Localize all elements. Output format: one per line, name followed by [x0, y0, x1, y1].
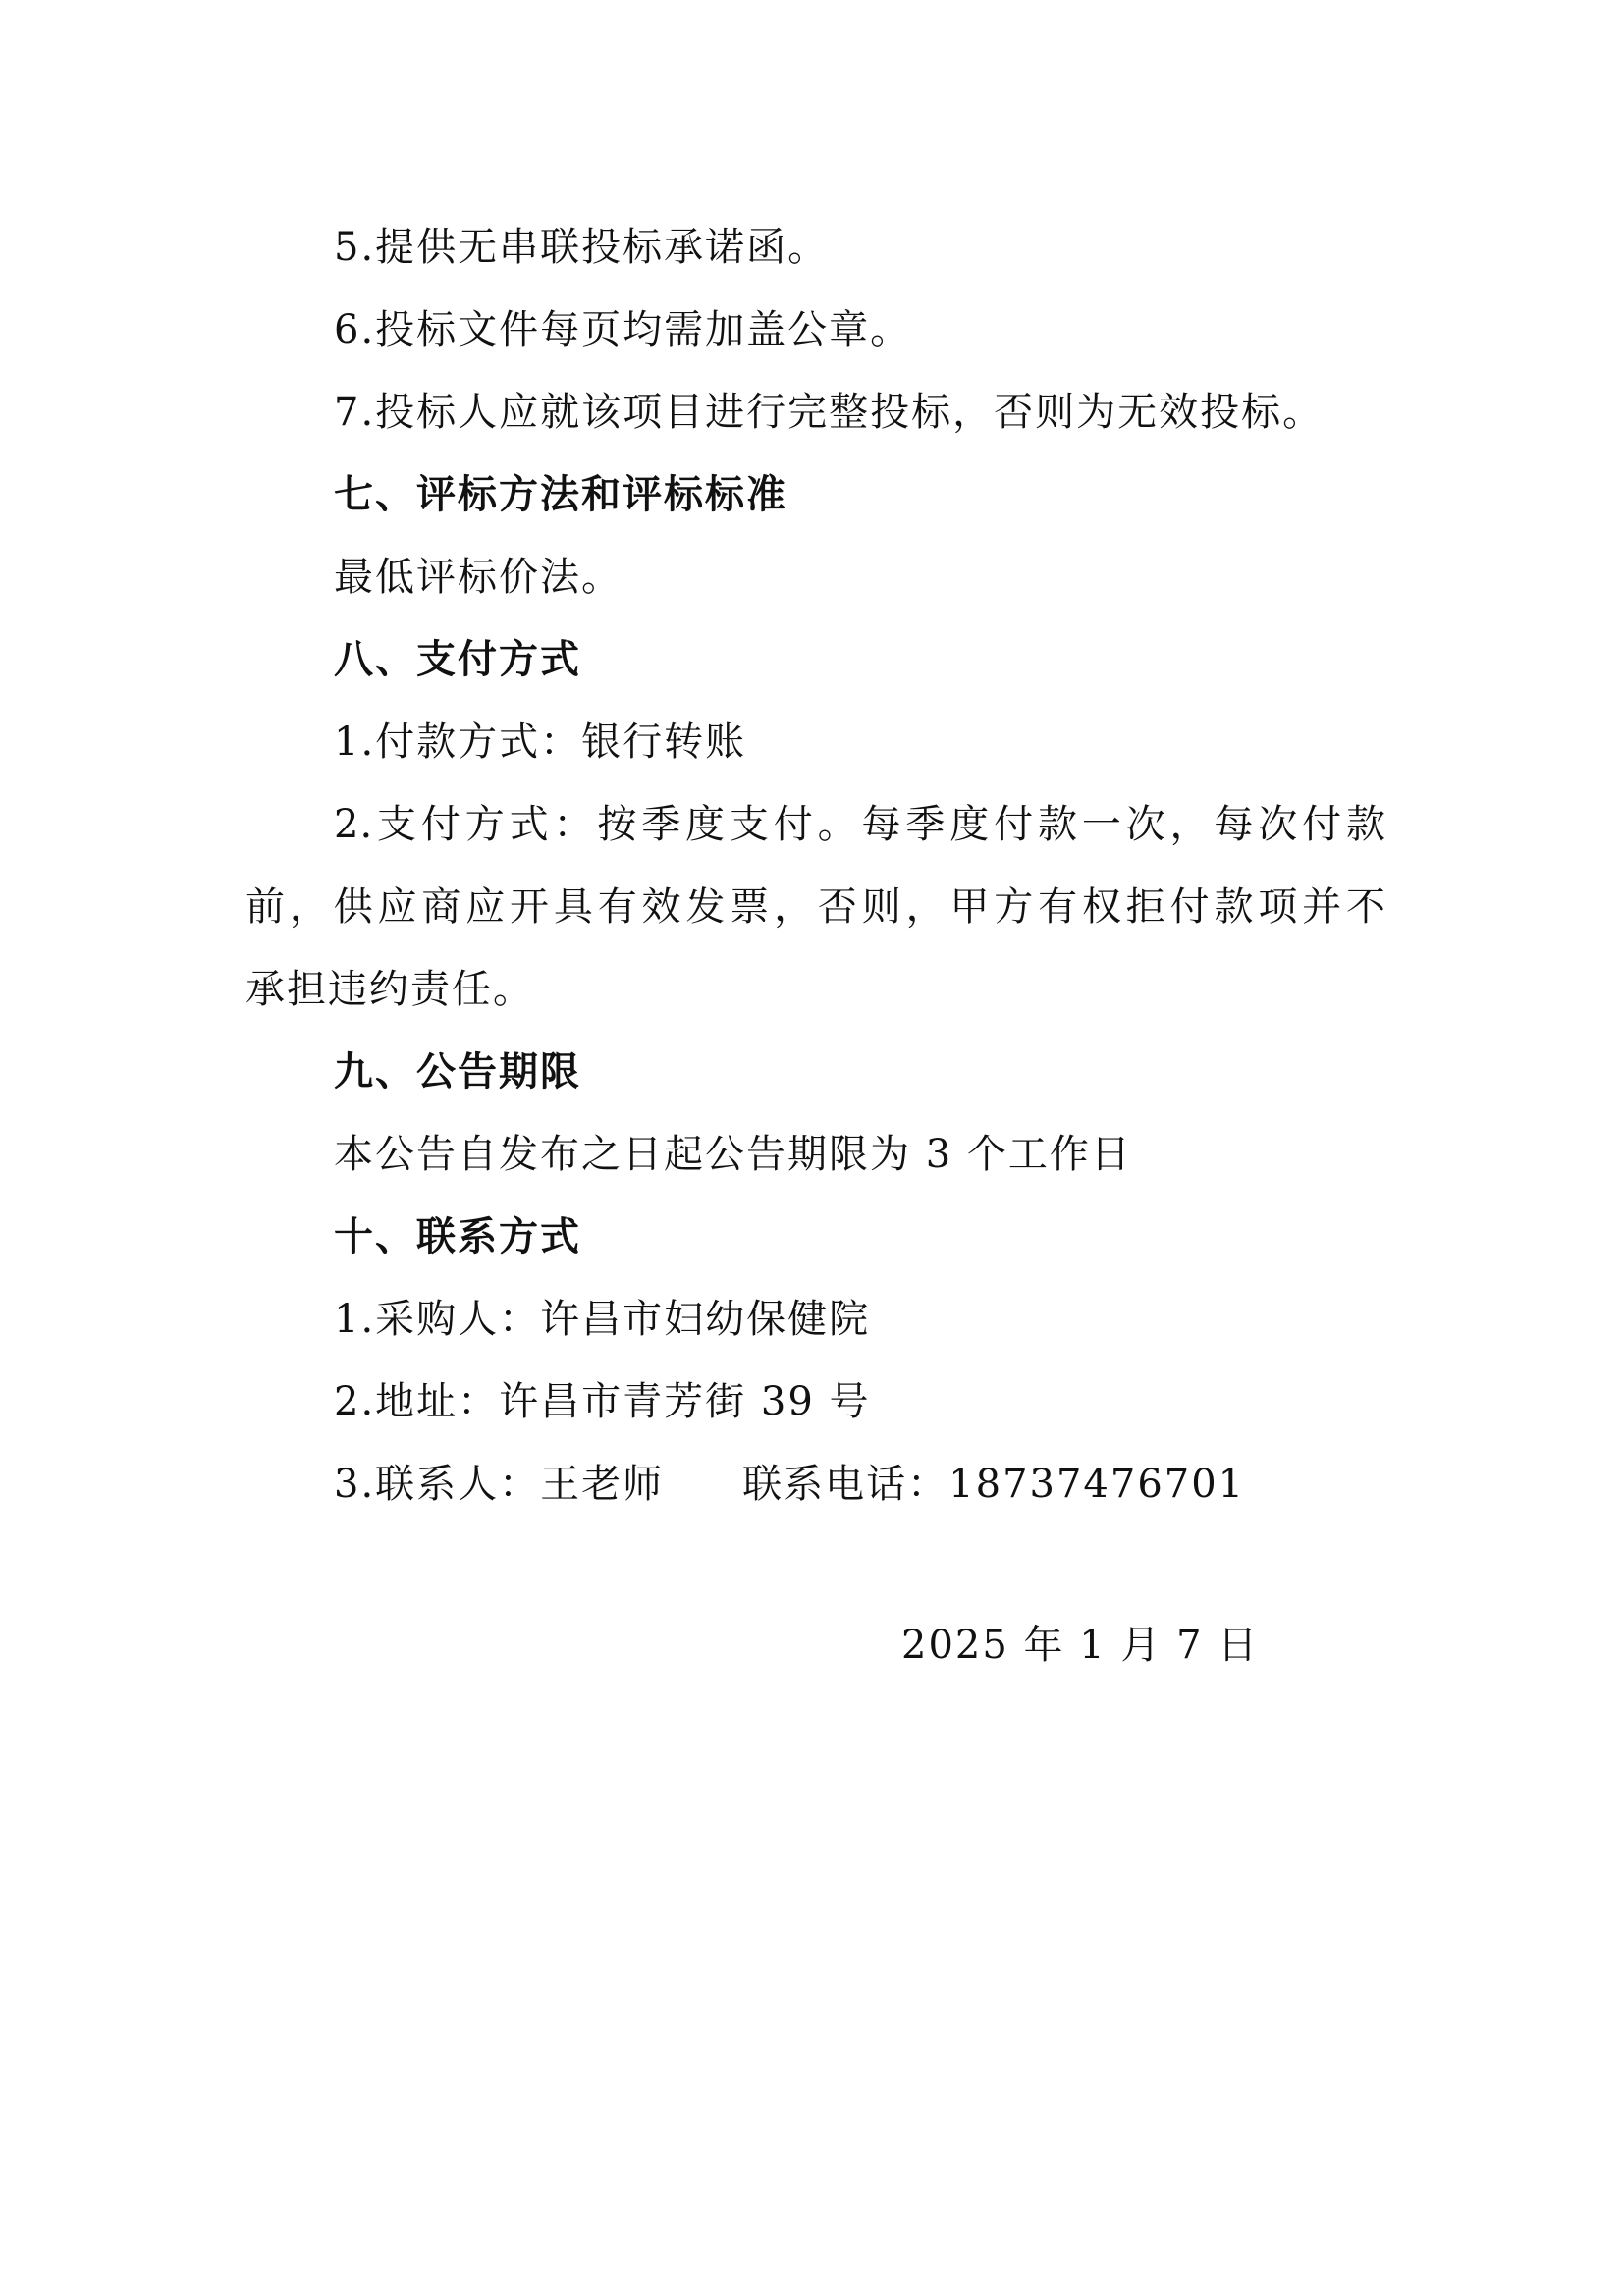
section-9-title: 九、公告期限 — [334, 1049, 581, 1095]
requirement-7: 7.投标人应就该项目进行完整投标，否则为无效投标。 — [334, 390, 1325, 435]
contact-address: 2.地址：许昌市青芳街 39 号 — [334, 1379, 871, 1424]
section-10-title: 十、联系方式 — [334, 1214, 581, 1259]
payment-method: 1.付款方式：银行转账 — [334, 720, 747, 765]
requirement-6: 6.投标文件每页均需加盖公章。 — [334, 307, 912, 352]
section-7-title: 七、评标方法和评标标准 — [334, 472, 787, 517]
payment-terms-line-1: 2.支付方式：按季度支付。每季度付款一次，每次付款 — [334, 802, 1386, 847]
section-9-body: 本公告自发布之日起公告期限为 3 个工作日 — [334, 1132, 1132, 1177]
contact-line — [334, 1461, 1245, 1508]
payment-terms-line-3: 承担违约责任。 — [245, 967, 534, 1012]
document-date: 2025 年 1 月 7 日 — [901, 1623, 1260, 1668]
payment-terms-line-2: 前，供应商应开具有效发票，否则，甲方有权拒付款项并不 — [245, 884, 1386, 930]
contact-phone: 联系电话：18737476701 — [742, 1462, 1246, 1507]
contact-person: 3.联系人：王老师 — [334, 1462, 665, 1507]
section-8-title: 八、支付方式 — [334, 637, 581, 682]
contact-purchaser: 1.采购人：许昌市妇幼保健院 — [334, 1297, 871, 1342]
requirement-5: 5.提供无串联投标承诺函。 — [334, 225, 830, 270]
section-7-body: 最低评标价法。 — [334, 555, 623, 600]
